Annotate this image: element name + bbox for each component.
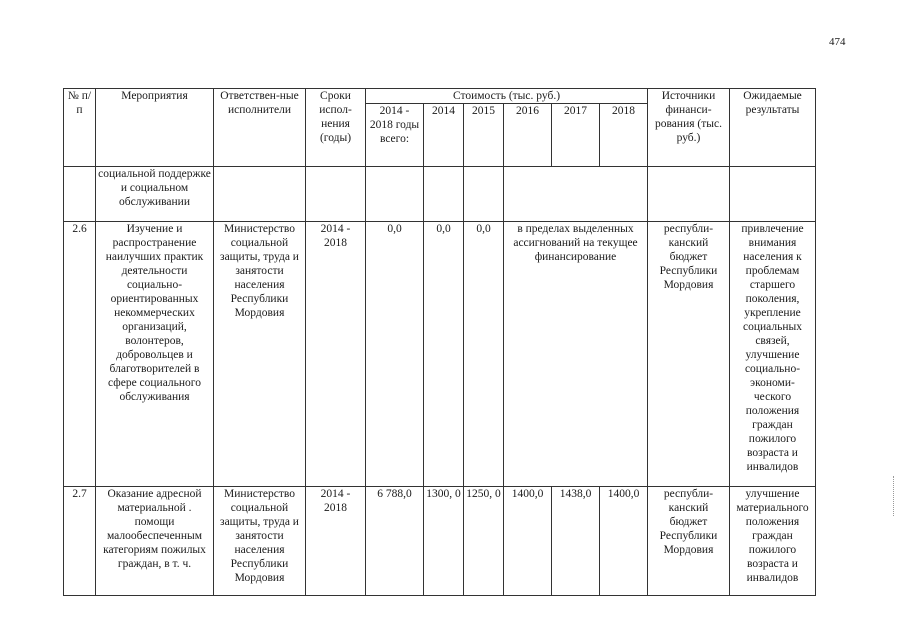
cell-2016-2018 <box>504 167 648 222</box>
cell-total: 0,0 <box>366 222 424 487</box>
cell-no <box>64 167 96 222</box>
header-activity: Мероприятия <box>96 89 214 167</box>
header-total: 2014 - 2018 годы всего: <box>366 104 424 167</box>
cell-total <box>366 167 424 222</box>
table-row <box>64 167 816 222</box>
cell-2017: 1438,0 <box>552 487 600 596</box>
header-sources: Источники финанси-рования (тыс. руб.) <box>648 89 730 167</box>
cell-results: улучшение материального положения граждан пожилого возраста и инвалидов <box>730 487 816 596</box>
header-2015: 2015 <box>464 104 504 167</box>
header-terms: Сроки испол-нения (годы) <box>306 89 366 167</box>
cell-responsible: Министерство социальной защиты, труда и занятости населения Республики Мордовия <box>214 487 306 596</box>
table-row <box>64 487 816 596</box>
cell-no: 2.7 <box>64 487 96 596</box>
cell-activity: социальной поддержке и социальном обслуживании <box>96 167 214 222</box>
cell-terms: 2014 - 2018 <box>306 487 366 596</box>
cell-results: привлечение внимания населения к проблемам старшего поколения, укрепление социальных связей, улучшение социально-экономи-ческого положения граждан пожилого возраста и инвалидов <box>730 222 816 487</box>
header-results: Ожидаемые результаты <box>730 89 816 167</box>
header-no: № п/п <box>64 89 96 167</box>
header-2018: 2018 <box>600 104 648 167</box>
cell-2016: 1400,0 <box>504 487 552 596</box>
cell-no: 2.6 <box>64 222 96 487</box>
cell-total: 6 788,0 <box>366 487 424 596</box>
cell-responsible <box>214 167 306 222</box>
table-row <box>64 222 816 487</box>
header-2017: 2017 <box>552 104 600 167</box>
header-2016: 2016 <box>504 104 552 167</box>
cell-results <box>730 167 816 222</box>
activities-table <box>63 88 816 596</box>
cell-activity: Оказание адресной материальной . помощи малообеспеченным категориям пожилых граждан, в т. ч. <box>96 487 214 596</box>
cell-sources: республи-канский бюджет Республики Мордовия <box>648 487 730 596</box>
cell-terms <box>306 167 366 222</box>
cell-sources <box>648 167 730 222</box>
cell-activity: Изучение и распространение наилучших практик деятельности социально-ориентированных некоммерческих организаций, волонтеров, добровольцев и благотворителей в сфере социального обслуживания <box>96 222 214 487</box>
cell-terms: 2014 - 2018 <box>306 222 366 487</box>
cell-2016-2018: в пределах выделенных ассигнований на текущее финансирование <box>504 222 648 487</box>
header-2014: 2014 <box>424 104 464 167</box>
scan-margin-mark <box>893 476 900 516</box>
cell-2018: 1400,0 <box>600 487 648 596</box>
header-responsible: Ответствен-ные исполнители <box>214 89 306 167</box>
cell-2014: 1300, 0 <box>424 487 464 596</box>
cell-2015 <box>464 167 504 222</box>
cell-2014 <box>424 167 464 222</box>
table-header-row <box>64 89 816 104</box>
cell-sources: республи-канский бюджет Республики Мордовия <box>648 222 730 487</box>
page-number: 474 <box>829 36 846 48</box>
cell-2015: 1250, 0 <box>464 487 504 596</box>
cell-2014: 0,0 <box>424 222 464 487</box>
cell-responsible: Министерство социальной защиты, труда и занятости населения Республики Мордовия <box>214 222 306 487</box>
cell-2015: 0,0 <box>464 222 504 487</box>
header-cost-group: Стоимость (тыс. руб.) <box>366 89 648 104</box>
